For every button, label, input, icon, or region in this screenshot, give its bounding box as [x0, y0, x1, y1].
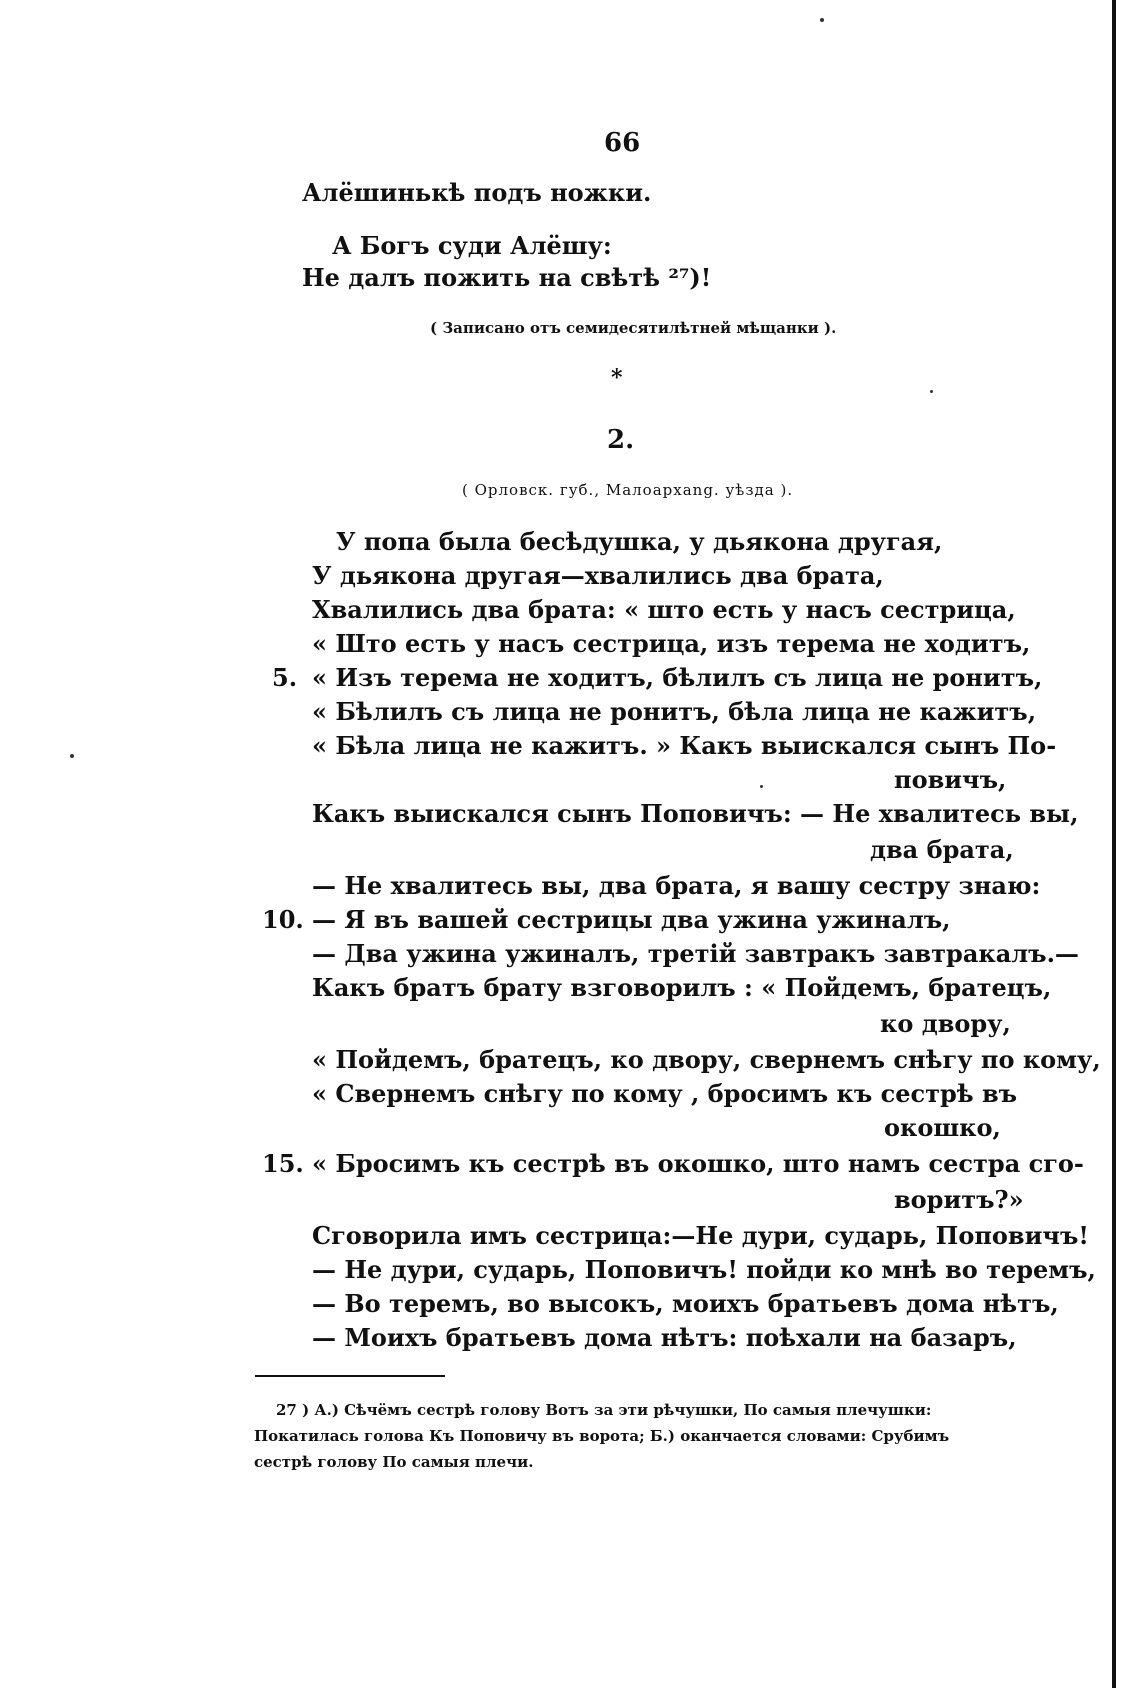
scan-speck — [70, 754, 74, 758]
verse-number: 10. — [262, 905, 304, 934]
verse-line: « Бросимъ къ сестрѣ въ окошко, што намъ сестра сго- — [312, 1149, 1084, 1178]
verse-line: У попа была бесѣдушка, у дьякона другая, — [336, 527, 943, 556]
verse-line: Какъ братъ брату взговорилъ : « Пойдемъ, братецъ, — [312, 973, 1052, 1002]
page-number: 66 — [604, 128, 641, 158]
footnote-divider — [255, 1375, 445, 1377]
top-line: А Богъ суди Алёшу: — [332, 231, 612, 260]
verse-line: « Свернемъ снѣгу по кому , бросимъ къ сестрѣ въ — [312, 1079, 1018, 1108]
footnote-line: 27 ) А.) Сѣчёмъ сестрѣ голову Вотъ за эти рѣчушки, По самыя плечушки: — [276, 1401, 932, 1419]
location-note: ( Орловск. губ., Малоархang. уѣзда ). — [462, 481, 794, 499]
verse-continuation: окошко, — [884, 1113, 1001, 1142]
verse-line: « Бѣла лица не кажитъ. » Какъ выискался сынъ По- — [312, 731, 1057, 760]
separator-asterisk: * — [611, 365, 623, 391]
verse-line: — Не дури, сударь, Поповичъ! пойди ко мнѣ во теремъ, — [312, 1255, 1096, 1284]
section-number: 2. — [607, 425, 635, 455]
footnote-line: Покатилась голова Къ Поповичу въ ворота; Б.) оканчается словами: Срубимъ — [254, 1427, 950, 1445]
verse-line: Какъ выискался сынъ Поповичъ: — Не хвалитесь вы, — [312, 799, 1079, 828]
verse-continuation: повичъ, — [894, 765, 1007, 794]
verse-line: « Изъ терема не ходитъ, бѣлилъ съ лица не ронитъ, — [312, 663, 1043, 692]
top-line: Алёшинькѣ подъ ножки. — [302, 178, 652, 207]
verse-line: — Во теремъ, во высокъ, моихъ братьевъ дома нѣтъ, — [312, 1289, 1059, 1318]
verse-line: — Моихъ братьевъ дома нѣтъ: поѣхали на базаръ, — [312, 1323, 1017, 1352]
footnote-line: сестрѣ голову По самыя плечи. — [254, 1453, 534, 1471]
scan-speck — [930, 390, 933, 393]
verse-number: 5. — [272, 663, 298, 692]
verse-line: — Не хвалитесь вы, два брата, я вашу сестру знаю: — [312, 871, 1041, 900]
verse-line: — Два ужина ужиналъ, третій завтракъ завтракалъ.— — [312, 939, 1079, 968]
verse-line: Сговорила имъ сестрица:—Не дури, сударь, Поповичъ! — [312, 1221, 1089, 1250]
verse-continuation: воритъ?» — [894, 1185, 1024, 1214]
verse-line: — Я въ вашей сестрицы два ужина ужиналъ, — [312, 905, 951, 934]
verse-line: « Бѣлилъ съ лица не ронитъ, бѣла лица не кажитъ, — [312, 697, 1037, 726]
verse-line: « Пойдемъ, братецъ, ко двору, свернемъ снѣгу по кому, — [312, 1045, 1101, 1074]
verse-line: Хвалились два брата: « што есть у насъ сестрица, — [312, 595, 1016, 624]
verse-number: 15. — [262, 1149, 304, 1178]
verse-continuation: ко двору, — [880, 1009, 1011, 1038]
verse-line: « Што есть у насъ сестрица, изъ терема не ходитъ, — [312, 629, 1031, 658]
page-edge-rule — [1112, 0, 1116, 1688]
verse-line: У дьякона другая—хвалились два брата, — [312, 561, 884, 590]
verse-continuation: два брата, — [870, 835, 1014, 864]
scan-speck — [820, 18, 824, 22]
scan-speck — [760, 785, 763, 788]
recorded-note: ( Записано отъ семидесятилѣтней мѣщанки ). — [430, 319, 837, 337]
top-line: Не далъ пожить на свѣтѣ ²⁷)! — [302, 263, 712, 292]
